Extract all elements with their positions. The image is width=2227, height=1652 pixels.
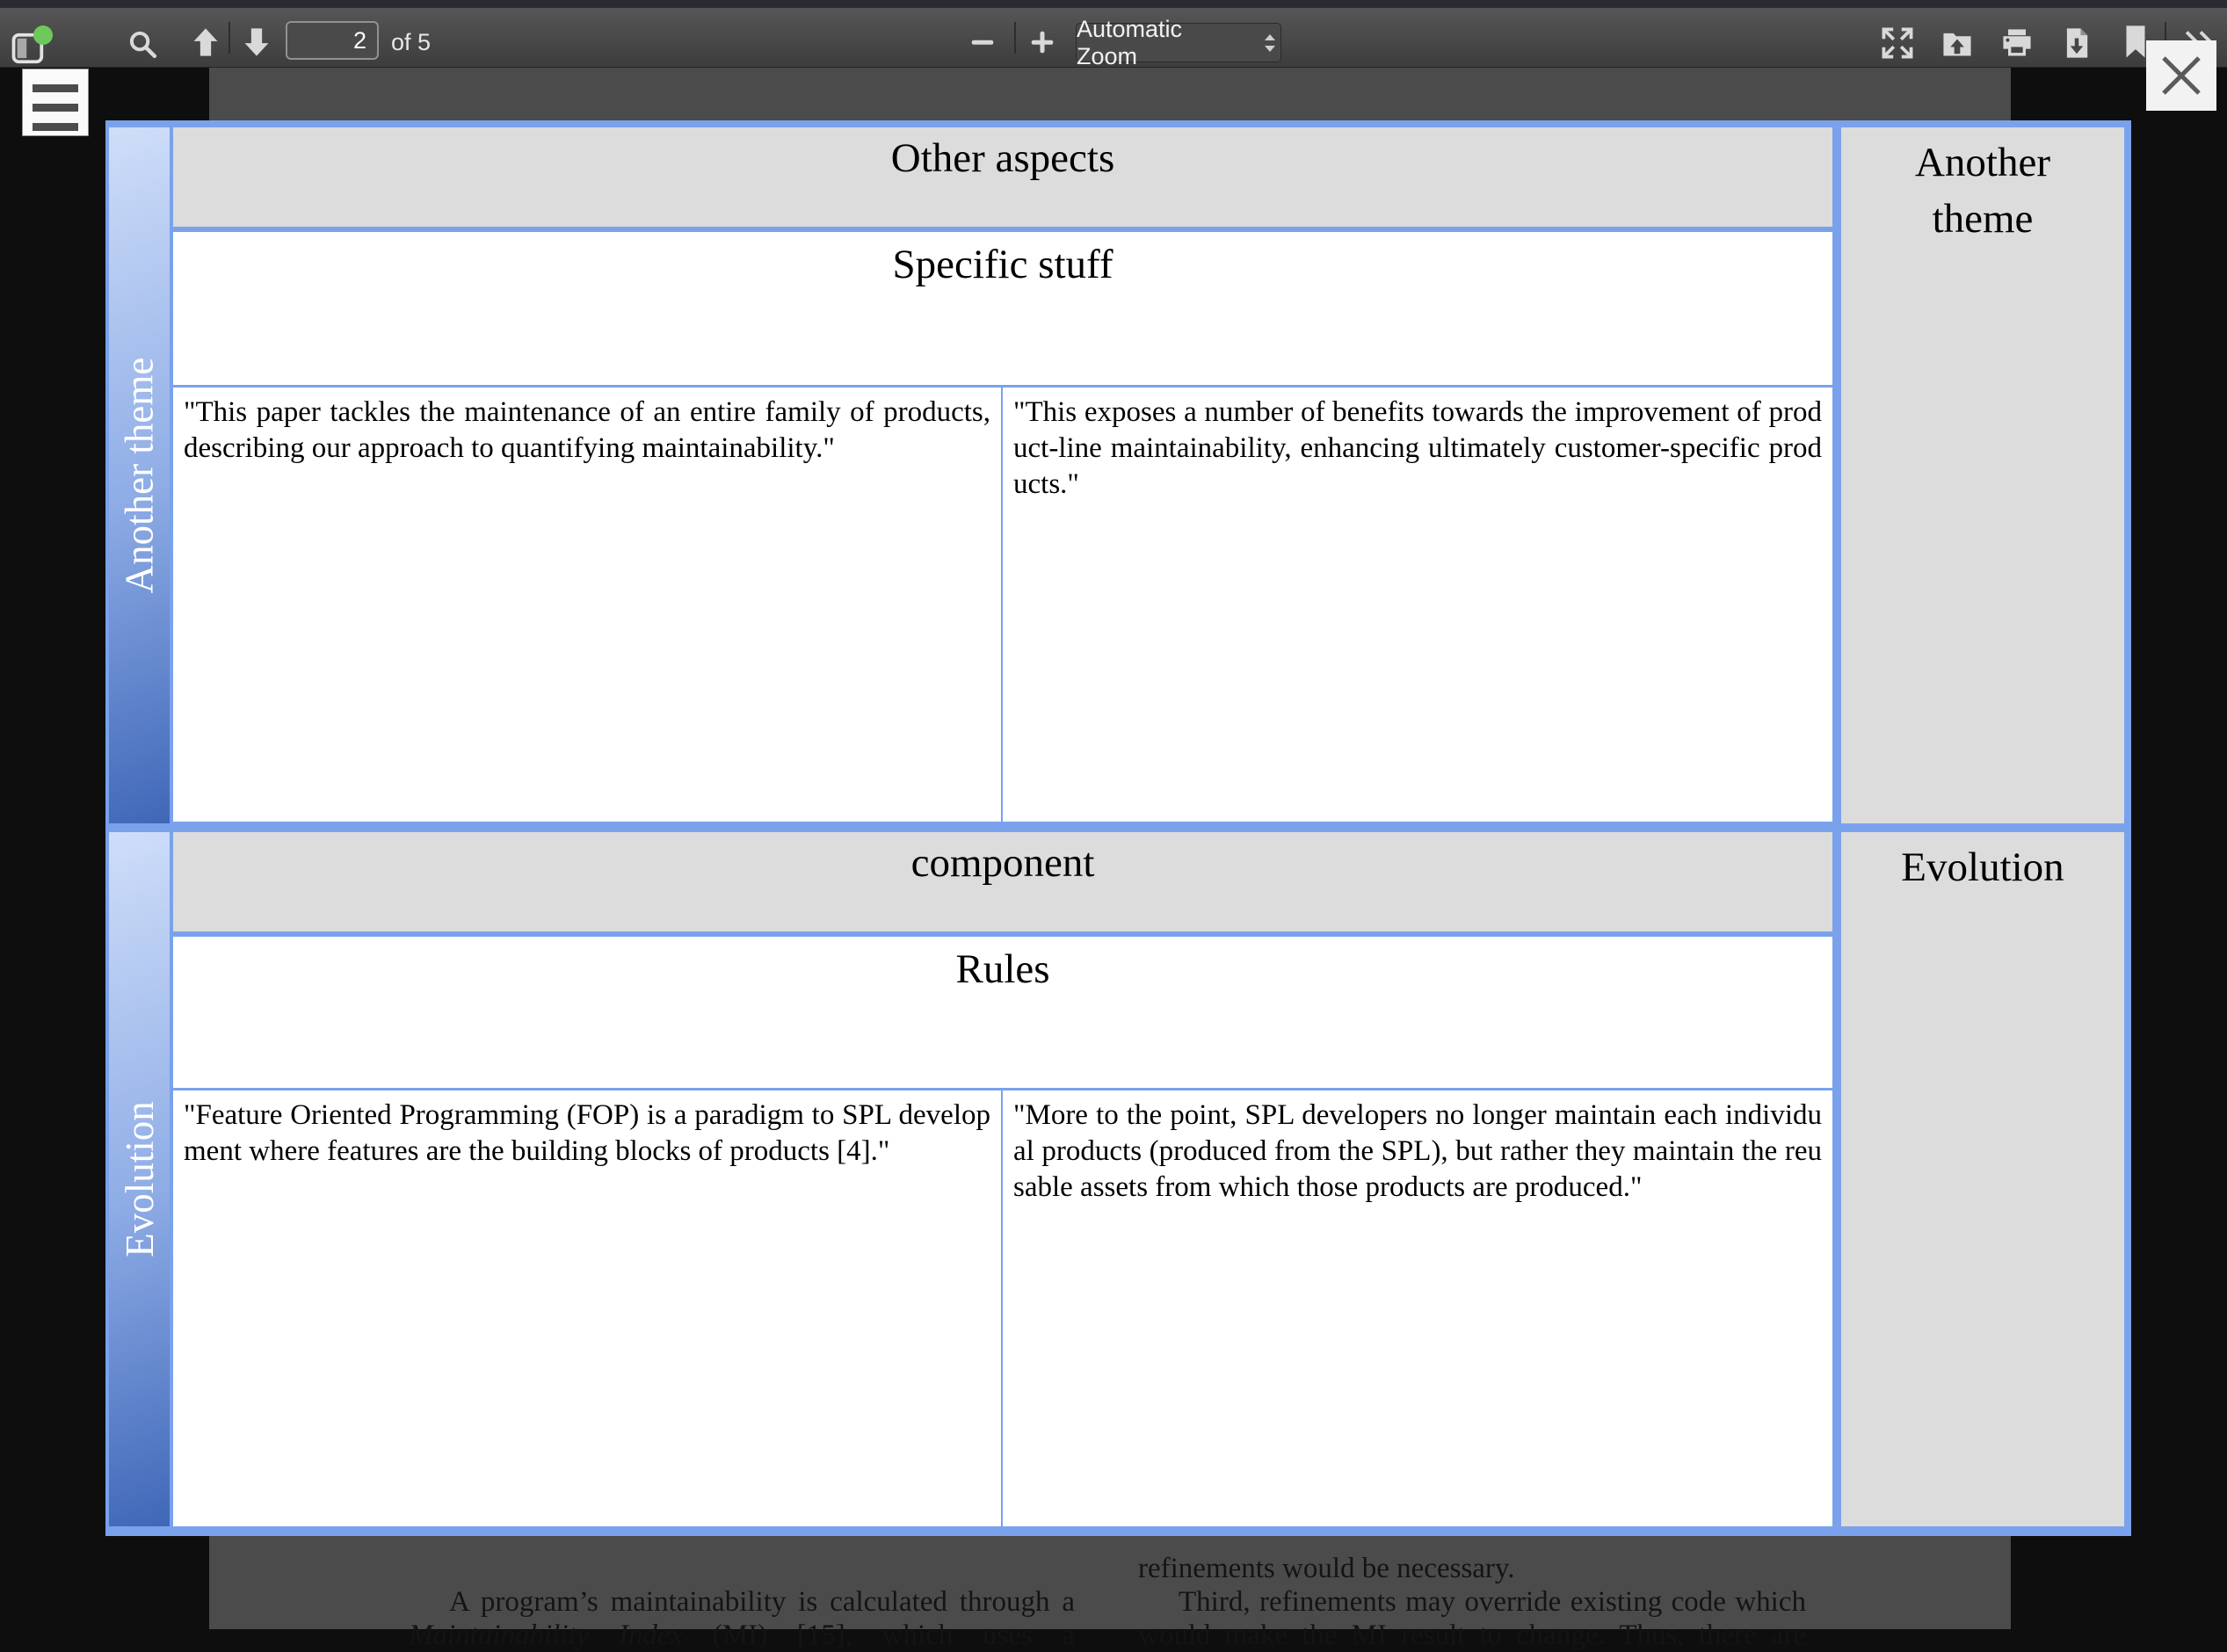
- zoom-in-button[interactable]: [1025, 25, 1060, 61]
- overlay-menu-button[interactable]: [22, 69, 89, 136]
- toggle-sidebar-button[interactable]: [9, 24, 51, 66]
- pdf-text-italic: Maintainability Index: [409, 1619, 684, 1651]
- open-file-icon: [1940, 25, 1975, 61]
- zoom-select-value: Automatic Zoom: [1077, 15, 1183, 69]
- next-page-button[interactable]: [239, 25, 274, 61]
- open-file-button[interactable]: [1939, 25, 1976, 62]
- quote-cell: "This exposes a number of benefits towards the improvement of product-line maintainability, enhancing ultimately customer-specific products.": [1003, 388, 1832, 822]
- section-right-label: Another theme: [1841, 127, 2124, 823]
- pdf-text-line: A program’s maintainability is calculated through a: [449, 1586, 1075, 1618]
- pdf-text-left-column: [409, 1585, 1075, 1652]
- quote-cell: "Feature Oriented Programming (FOP) is a paradigm to SPL development where features are the building blocks of products [4].": [173, 1090, 1001, 1526]
- pdf-text-line: would make the MI result to change. Thus, there are: [1138, 1619, 1806, 1651]
- pdf-text-right-column: [1138, 1552, 1806, 1652]
- pdf-text-line: [409, 1619, 1075, 1652]
- annotation-overlay-panel: [105, 120, 2131, 1536]
- side-label-text: Another theme: [117, 357, 162, 594]
- zoom-in-icon: [1026, 25, 1059, 59]
- section-subheader: Specific stuff: [173, 232, 1832, 385]
- toolbar-separator: [1014, 22, 1016, 54]
- presentation-mode-icon: [1880, 25, 1915, 61]
- print-button[interactable]: [1998, 25, 2035, 62]
- section-header: component: [173, 832, 1832, 931]
- zoom-out-icon: [966, 25, 999, 59]
- window-top-strip: [0, 0, 2227, 8]
- zoom-out-button[interactable]: [965, 25, 1000, 61]
- find-button[interactable]: [125, 27, 162, 64]
- download-button[interactable]: [2058, 25, 2095, 62]
- quote-cell: "This paper tackles the maintenance of an entire family of products, describing our approach to quantifying maintainability.": [173, 388, 1001, 822]
- search-icon: [127, 28, 160, 62]
- page-down-icon: [240, 25, 273, 59]
- section-subheader: Rules: [173, 937, 1832, 1088]
- section-right-label: Evolution: [1841, 832, 2124, 1526]
- page-up-icon: [189, 25, 222, 59]
- side-label-text: Evolution: [117, 1101, 162, 1257]
- download-icon: [2059, 25, 2094, 61]
- pdf-text-line: refinements would be necessary.: [1138, 1553, 1515, 1584]
- presentation-mode-button[interactable]: [1879, 25, 1916, 62]
- print-icon: [1999, 25, 2035, 61]
- pdf-toolbar: [0, 8, 2227, 68]
- section-side-label-evolution: [109, 832, 170, 1526]
- quote-cell: "More to the point, SPL developers no longer maintain each individual products (produced from the SPL), but rather they maintain the reusable assets from which those products are produced.": [1003, 1090, 1832, 1526]
- page-count-label: of 5: [391, 29, 432, 55]
- section-header: Other aspects: [173, 127, 1832, 227]
- toolbar-separator: [229, 22, 230, 54]
- sidebar-notification-dot: [33, 25, 53, 45]
- close-icon: [2157, 51, 2206, 100]
- page-number-input[interactable]: [286, 21, 379, 60]
- caret-updown-icon: [1259, 31, 1280, 55]
- pdf-text-line: Third, refinements may override existing code which: [1179, 1586, 1806, 1618]
- pdf-text-rest: (MI) [15], which uses a: [683, 1619, 1075, 1651]
- section-side-label-another-theme: [109, 127, 170, 823]
- overlay-close-button[interactable]: [2146, 40, 2216, 111]
- zoom-select[interactable]: [1076, 15, 1281, 69]
- previous-page-button[interactable]: [188, 25, 223, 61]
